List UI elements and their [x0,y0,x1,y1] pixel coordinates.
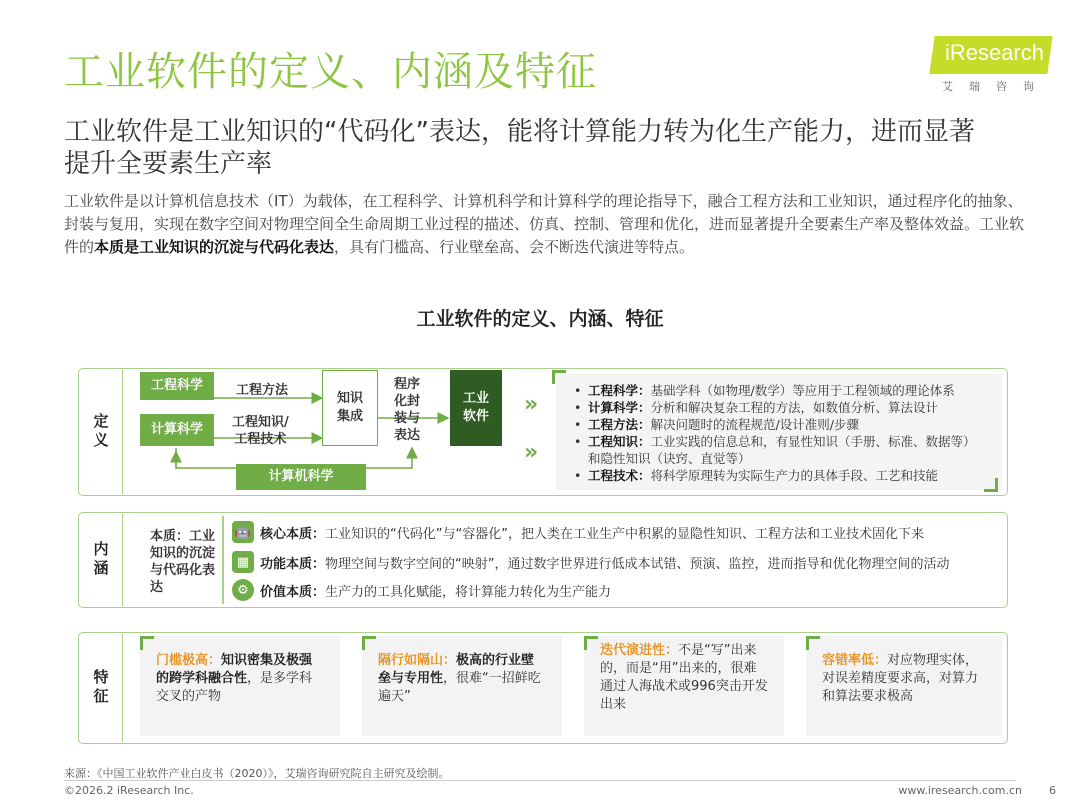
feature-card [362,636,562,736]
chevron-right-icon: » [524,392,539,417]
connotation-label-text: 内涵 [91,541,110,579]
feature-desc: 不是“写”出来的，而是“用”出来的，很难通过人海战术或996突击开发出来 [600,643,768,712]
essence-desc: 工业知识的“代码化”与“容器化”，把人类在工业生产中积累的显隐性知识、工程方法和工业技术固化下来 [325,526,924,542]
definition-term: 工程方法： [588,417,651,432]
definition-desc: 分析和解决复杂工程的方法，如数值分析、算法设计 [650,400,939,415]
intro-text-pre: 工业软件是以计算机信息技术（IT）为载体，在工程科学、计算机科学和计算科学的理论指导下，融合工程方法和工业知识，通过程序化的抽象、封装与复用，实现在数字空间对物理空间全生命周期工业过程的描述、仿真、控制、管理和优化，进而显著提升全要素生产率及整体效益。工业软件的 [64,192,1025,256]
definition-item [570,382,988,399]
feature-term: 门槛极高： [156,653,222,668]
feature-card [806,636,1002,736]
essence-term: 功能本质： [260,556,326,572]
feature-desc: ，是多学科交叉的产物 [156,671,313,704]
definition-item [570,416,988,433]
definition-desc: 解决问题时的流程规范/设计准则/步骤 [650,417,859,432]
definition-term: 计算科学： [588,400,651,415]
corner-bracket [806,636,820,650]
feature-term: 迭代演进性： [600,643,679,658]
industrial-software-box: 工业 软件 [450,370,502,446]
intro-text-post: ，具有门槛高、行业壁垒高、会不断迭代演进等特点。 [334,238,695,256]
chevron-right-icon-2: » [524,440,539,465]
knowledge-integration-box: 知识 集成 [322,370,378,446]
footer-divider [64,780,1016,781]
feature-term: 容错率低： [822,653,888,668]
definition-desc: 基础学科（如物理/数学）等应用于工程领域的理论体系 [650,383,955,398]
essence-line-value [232,579,611,601]
definition-item [570,433,988,467]
essence-desc: 生产力的工具化赋能，将计算能力转化为生产能力 [325,584,612,600]
copyright: ©2026.2 iResearch Inc. [64,784,194,797]
computational-science-box: 计算科学 [140,414,214,446]
definition-item [570,467,988,484]
definition-desc: 将科学原理转为实际生产力的具体手段、工艺和技能 [650,468,939,483]
engineering-science-box: 工程科学 [140,372,214,400]
robot-icon: 🤖 [232,521,254,543]
features-label [79,634,123,742]
engineering-method-label: 工程方法 [236,383,289,398]
diagram-title: 工业软件的定义、内涵、特征 [416,308,664,330]
essence-term: 核心本质： [260,526,326,542]
features-label-text: 特征 [91,669,110,707]
feature-bold: 极高的行业壁垒与专用性 [378,653,535,686]
website-link[interactable]: www.iresearch.com.cn [898,784,1022,797]
page-number: 6 [1049,784,1056,797]
feature-card [140,636,340,736]
definition-list [556,374,1002,490]
essence-line-core [232,521,924,543]
definition-term: 工程知识： [588,434,651,449]
connotation-label [79,514,123,606]
essence-term: 价值本质： [260,584,326,600]
engineering-knowledge-label: 工程知识/ 工程技术 [232,415,289,447]
corner-bracket-bottom-right [984,478,998,492]
corner-bracket [362,636,376,650]
definition-desc: 工业实践的信息总和，有显性知识（手册、标准、数据等）和隐性知识（诀窍、直觉等） [588,434,976,466]
gear-icon: ⚙ [232,579,254,601]
definition-item [570,399,988,416]
corner-bracket-top-left [552,370,566,384]
circuit-icon: ▦ [232,551,254,573]
feature-desc: 对应物理实体，对误差精度要求高，对算力和算法要求极高 [822,653,979,704]
corner-bracket [140,636,154,650]
intro-text-bold: 本质是工业知识的沉淀与代码化表达 [94,238,335,256]
page-subtitle: 工业软件是工业知识的“代码化”表达，能将计算能力转为化生产能力，进而显著提升全要素生产率 [64,117,975,179]
computer-science-box: 计算机科学 [236,464,366,490]
definition-label-text: 定义 [91,413,110,451]
feature-desc: ，很难“一招鲜吃遍天” [378,671,541,704]
feature-card [584,636,784,736]
essence-label: 本质：工业知识的沉淀与代码化表达 [150,529,216,595]
corner-bracket [584,636,598,650]
line-cs-left [176,448,236,468]
programming-label: 程序 化封 装与 表达 [394,377,421,443]
arrow-cs-right [362,448,412,468]
essence-divider [222,516,224,604]
feature-bold: 知识密集及极强的跨学科融合性 [156,653,313,686]
logo-text: iResearch [944,40,1044,65]
source-note: 来源：《中国工业软件产业白皮书（2020）》，艾瑞咨询研究院自主研究及绘制。 [64,767,450,780]
definition-term: 工程科学： [588,383,651,398]
page-title: 工业软件的定义、内涵及特征 [64,49,597,95]
feature-term: 隔行如隔山： [378,653,457,668]
essence-desc: 物理空间与数字空间的“映射”，通过数字世界进行低成本试错、预演、监控，进而指导和优化物理空间的活动 [325,556,950,572]
logo-subtext: 艾瑞咨询 [942,80,1050,93]
definition-term: 工程技术： [588,468,651,483]
essence-line-function [232,551,950,573]
